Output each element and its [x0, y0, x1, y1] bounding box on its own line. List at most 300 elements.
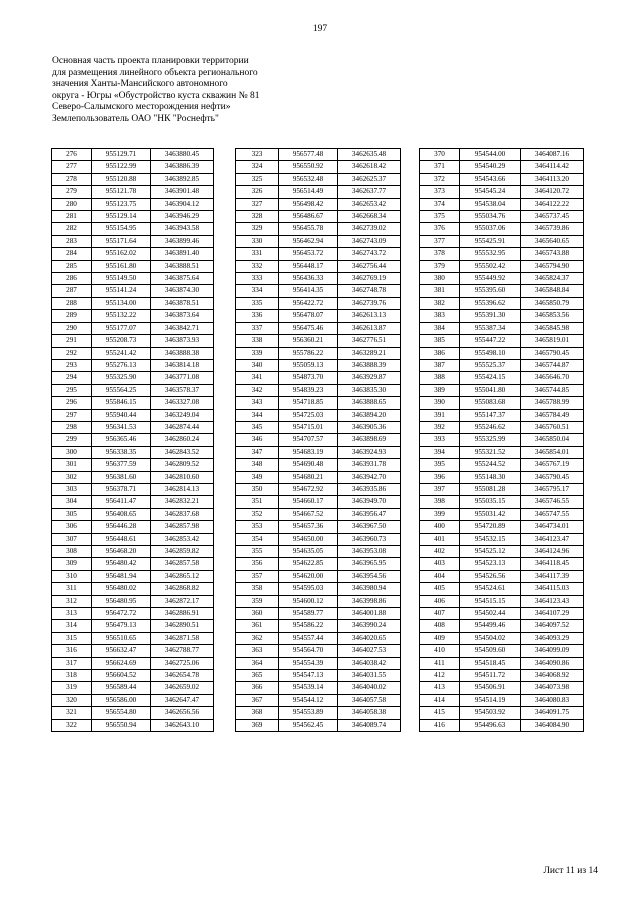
x-coordinate-cell: 955241.42 [92, 347, 151, 359]
y-coordinate-cell: 3465746.55 [521, 496, 584, 508]
x-coordinate-cell: 954667.52 [279, 508, 338, 520]
y-coordinate-cell: 3462853.42 [151, 533, 214, 545]
y-coordinate-cell: 3463899.46 [151, 235, 214, 247]
point-number-cell: 326 [236, 186, 279, 198]
y-coordinate-cell: 3465739.86 [521, 223, 584, 235]
y-coordinate-cell: 3465794.90 [521, 260, 584, 272]
point-number-cell: 412 [420, 670, 460, 682]
point-number-cell: 288 [52, 297, 92, 309]
table-row [420, 359, 584, 371]
y-coordinate-cell: 3463771.08 [151, 372, 214, 384]
x-coordinate-cell: 955035.15 [460, 496, 521, 508]
point-number-cell: 305 [52, 508, 92, 520]
x-coordinate-cell: 955141.24 [92, 285, 151, 297]
y-coordinate-cell: 3464124.96 [521, 546, 584, 558]
x-coordinate-cell: 955498.10 [460, 347, 521, 359]
x-coordinate-cell: 956486.67 [279, 211, 338, 223]
table-row [420, 694, 584, 706]
x-coordinate-cell: 956604.52 [92, 670, 151, 682]
point-number-cell: 360 [236, 608, 279, 620]
point-number-cell: 372 [420, 173, 460, 185]
x-coordinate-cell: 954564.70 [279, 645, 338, 657]
point-number-cell: 277 [52, 161, 92, 173]
point-number-cell: 322 [52, 719, 92, 731]
y-coordinate-cell: 3462647.47 [151, 694, 214, 706]
point-number-cell: 382 [420, 297, 460, 309]
x-coordinate-cell: 956448.61 [92, 533, 151, 545]
point-number-cell: 388 [420, 372, 460, 384]
x-coordinate-cell: 954540.29 [460, 161, 521, 173]
table-row [420, 719, 584, 731]
x-coordinate-cell: 956455.78 [279, 223, 338, 235]
x-coordinate-cell: 954557.44 [279, 632, 338, 644]
point-number-cell: 332 [236, 260, 279, 272]
y-coordinate-cell: 3464117.39 [521, 570, 584, 582]
table-row [420, 558, 584, 570]
table-row [52, 459, 214, 471]
x-coordinate-cell: 954620.00 [279, 570, 338, 582]
table-row [236, 359, 401, 371]
x-coordinate-cell: 955120.88 [92, 173, 151, 185]
point-number-cell: 405 [420, 583, 460, 595]
y-coordinate-cell: 3464123.47 [521, 533, 584, 545]
table-row [420, 608, 584, 620]
x-coordinate-cell: 956478.07 [279, 310, 338, 322]
y-coordinate-cell: 3462748.78 [338, 285, 401, 297]
table-row [236, 211, 401, 223]
point-number-cell: 320 [52, 694, 92, 706]
table-row [52, 620, 214, 632]
x-coordinate-cell: 954532.15 [460, 533, 521, 545]
y-coordinate-cell: 3462743.72 [338, 248, 401, 260]
table-row [420, 595, 584, 607]
y-coordinate-cell: 3465795.17 [521, 483, 584, 495]
table-row [420, 682, 584, 694]
x-coordinate-cell: 955786.22 [279, 347, 338, 359]
table-row [236, 335, 401, 347]
table-row [236, 521, 401, 533]
table-row [52, 149, 214, 161]
x-coordinate-cell: 955276.13 [92, 359, 151, 371]
y-coordinate-cell: 3465848.84 [521, 285, 584, 297]
x-coordinate-cell: 955325.99 [460, 434, 521, 446]
y-coordinate-cell: 3462832.21 [151, 496, 214, 508]
y-coordinate-cell: 3463967.50 [338, 521, 401, 533]
header-line: Основная часть проекта планировки территории [52, 56, 249, 66]
x-coordinate-cell: 955171.64 [92, 235, 151, 247]
coordinate-table-1 [51, 148, 214, 732]
header-line: Северо-Салымского месторождения нефти» [52, 102, 231, 113]
y-coordinate-cell: 3462656.56 [151, 707, 214, 719]
table-row [420, 285, 584, 297]
y-coordinate-cell: 3465744.85 [521, 384, 584, 396]
x-coordinate-cell: 956632.47 [92, 645, 151, 657]
y-coordinate-cell: 3463949.70 [338, 496, 401, 508]
point-number-cell: 307 [52, 533, 92, 545]
table-row [52, 211, 214, 223]
y-coordinate-cell: 3463904.12 [151, 198, 214, 210]
y-coordinate-cell: 3463888.38 [151, 347, 214, 359]
point-number-cell: 276 [52, 149, 92, 161]
x-coordinate-cell: 954554.39 [279, 657, 338, 669]
y-coordinate-cell: 3462859.82 [151, 546, 214, 558]
x-coordinate-cell: 955396.62 [460, 297, 521, 309]
table-row [236, 620, 401, 632]
x-coordinate-cell: 956550.92 [279, 161, 338, 173]
table-row [420, 471, 584, 483]
table-row [236, 198, 401, 210]
x-coordinate-cell: 954523.13 [460, 558, 521, 570]
table-row [420, 223, 584, 235]
point-number-cell: 286 [52, 273, 92, 285]
y-coordinate-cell: 3462872.17 [151, 595, 214, 607]
x-coordinate-cell: 955177.07 [92, 322, 151, 334]
point-number-cell: 364 [236, 657, 279, 669]
y-coordinate-cell: 3464027.53 [338, 645, 401, 657]
x-coordinate-cell: 955208.73 [92, 335, 151, 347]
point-number-cell: 296 [52, 397, 92, 409]
y-coordinate-cell: 3465784.49 [521, 409, 584, 421]
coordinate-tables [0, 148, 640, 843]
x-coordinate-cell: 954543.66 [460, 173, 521, 185]
y-coordinate-cell: 3463888.51 [151, 260, 214, 272]
y-coordinate-cell: 3462809.52 [151, 459, 214, 471]
table-row [420, 496, 584, 508]
x-coordinate-cell: 956624.69 [92, 657, 151, 669]
point-number-cell: 342 [236, 384, 279, 396]
x-coordinate-cell: 954511.72 [460, 670, 521, 682]
table-row [52, 235, 214, 247]
point-number-cell: 376 [420, 223, 460, 235]
point-number-cell: 345 [236, 421, 279, 433]
table-row [420, 235, 584, 247]
point-number-cell: 350 [236, 483, 279, 495]
y-coordinate-cell: 3462637.77 [338, 186, 401, 198]
header-line: значения Ханты-Мансийского автономного [52, 79, 228, 90]
x-coordinate-cell: 954514.19 [460, 694, 521, 706]
table-row [420, 322, 584, 334]
x-coordinate-cell: 956408.65 [92, 508, 151, 520]
y-coordinate-cell: 3463898.69 [338, 434, 401, 446]
y-coordinate-cell: 3462668.34 [338, 211, 401, 223]
point-number-cell: 317 [52, 657, 92, 669]
table-row [52, 570, 214, 582]
y-coordinate-cell: 3464122.22 [521, 198, 584, 210]
coordinate-table-3 [419, 148, 584, 732]
table-row [236, 384, 401, 396]
table-row [52, 483, 214, 495]
y-coordinate-cell: 3464038.42 [338, 657, 401, 669]
y-coordinate-cell: 3463905.36 [338, 421, 401, 433]
y-coordinate-cell: 3464089.74 [338, 719, 401, 731]
y-coordinate-cell: 3465845.98 [521, 322, 584, 334]
x-coordinate-cell: 954503.92 [460, 707, 521, 719]
table-row [236, 446, 401, 458]
table-row [420, 149, 584, 161]
y-coordinate-cell: 3464040.02 [338, 682, 401, 694]
x-coordinate-cell: 955325.90 [92, 372, 151, 384]
point-number-cell: 330 [236, 235, 279, 247]
x-coordinate-cell: 954707.57 [279, 434, 338, 446]
x-coordinate-cell: 956468.20 [92, 546, 151, 558]
table-row [236, 459, 401, 471]
x-coordinate-cell: 956436.33 [279, 273, 338, 285]
table-row [420, 198, 584, 210]
point-number-cell: 339 [236, 347, 279, 359]
table-row [236, 682, 401, 694]
point-number-cell: 374 [420, 198, 460, 210]
point-number-cell: 413 [420, 682, 460, 694]
point-number-cell: 369 [236, 719, 279, 731]
y-coordinate-cell: 3464093.29 [521, 632, 584, 644]
x-coordinate-cell: 956479.13 [92, 620, 151, 632]
y-coordinate-cell: 3465760.51 [521, 421, 584, 433]
table-row [52, 434, 214, 446]
point-number-cell: 362 [236, 632, 279, 644]
y-coordinate-cell: 3465790.45 [521, 471, 584, 483]
x-coordinate-cell: 955149.50 [92, 273, 151, 285]
table-row [52, 719, 214, 731]
x-coordinate-cell: 955395.60 [460, 285, 521, 297]
y-coordinate-cell: 3462886.91 [151, 608, 214, 620]
y-coordinate-cell: 3463289.21 [338, 347, 401, 359]
y-coordinate-cell: 3464084.90 [521, 719, 584, 731]
table-row [52, 260, 214, 272]
table-row [420, 546, 584, 558]
x-coordinate-cell: 954622.85 [279, 558, 338, 570]
table-row [52, 409, 214, 421]
point-number-cell: 390 [420, 397, 460, 409]
x-coordinate-cell: 956475.46 [279, 322, 338, 334]
y-coordinate-cell: 3463886.39 [151, 161, 214, 173]
point-number-cell: 352 [236, 508, 279, 520]
y-coordinate-cell: 3462613.87 [338, 322, 401, 334]
point-number-cell: 284 [52, 248, 92, 260]
table-row [236, 235, 401, 247]
x-coordinate-cell: 956360.21 [279, 335, 338, 347]
sheet-number: Лист 11 из 14 [543, 866, 598, 876]
point-number-cell: 404 [420, 570, 460, 582]
table-row [420, 570, 584, 582]
x-coordinate-cell: 955940.44 [92, 409, 151, 421]
y-coordinate-cell: 3462625.37 [338, 173, 401, 185]
table-row [52, 446, 214, 458]
x-coordinate-cell: 954502.44 [460, 608, 521, 620]
x-coordinate-cell: 954509.60 [460, 645, 521, 657]
y-coordinate-cell: 3465743.88 [521, 248, 584, 260]
point-number-cell: 402 [420, 546, 460, 558]
table-row [420, 248, 584, 260]
x-coordinate-cell: 954657.36 [279, 521, 338, 533]
point-number-cell: 279 [52, 186, 92, 198]
y-coordinate-cell: 3464091.75 [521, 707, 584, 719]
point-number-cell: 333 [236, 273, 279, 285]
table-row [420, 297, 584, 309]
point-number-cell: 386 [420, 347, 460, 359]
table-row [236, 595, 401, 607]
table-row [420, 372, 584, 384]
point-number-cell: 391 [420, 409, 460, 421]
x-coordinate-cell: 955321.52 [460, 446, 521, 458]
table-row [52, 359, 214, 371]
y-coordinate-cell: 3462810.60 [151, 471, 214, 483]
table-row [236, 322, 401, 334]
y-coordinate-cell: 3463874.30 [151, 285, 214, 297]
table-row [420, 670, 584, 682]
table-row [420, 409, 584, 421]
x-coordinate-cell: 954660.17 [279, 496, 338, 508]
table-row [236, 608, 401, 620]
y-coordinate-cell: 3464099.09 [521, 645, 584, 657]
table-row [52, 223, 214, 235]
table-row [420, 397, 584, 409]
x-coordinate-cell: 956462.94 [279, 235, 338, 247]
x-coordinate-cell: 955037.06 [460, 223, 521, 235]
point-number-cell: 363 [236, 645, 279, 657]
x-coordinate-cell: 956453.72 [279, 248, 338, 260]
x-coordinate-cell: 955134.00 [92, 297, 151, 309]
y-coordinate-cell: 3465788.99 [521, 397, 584, 409]
x-coordinate-cell: 954586.22 [279, 620, 338, 632]
x-coordinate-cell: 956446.28 [92, 521, 151, 533]
x-coordinate-cell: 955041.80 [460, 384, 521, 396]
table-row [236, 397, 401, 409]
y-coordinate-cell: 3464031.55 [338, 670, 401, 682]
y-coordinate-cell: 3463990.24 [338, 620, 401, 632]
point-number-cell: 334 [236, 285, 279, 297]
y-coordinate-cell: 3465640.65 [521, 235, 584, 247]
table-row [52, 682, 214, 694]
y-coordinate-cell: 3463878.51 [151, 297, 214, 309]
table-row [52, 310, 214, 322]
table-row [236, 310, 401, 322]
point-number-cell: 393 [420, 434, 460, 446]
x-coordinate-cell: 956481.94 [92, 570, 151, 582]
point-number-cell: 291 [52, 335, 92, 347]
table-row [52, 471, 214, 483]
y-coordinate-cell: 3464113.20 [521, 173, 584, 185]
y-coordinate-cell: 3463998.86 [338, 595, 401, 607]
x-coordinate-cell: 954690.48 [279, 459, 338, 471]
y-coordinate-cell: 3463891.40 [151, 248, 214, 260]
table-row [236, 223, 401, 235]
point-number-cell: 318 [52, 670, 92, 682]
y-coordinate-cell: 3465744.87 [521, 359, 584, 371]
x-coordinate-cell: 954547.13 [279, 670, 338, 682]
point-number-cell: 281 [52, 211, 92, 223]
point-number-cell: 355 [236, 546, 279, 558]
x-coordinate-cell: 956480.95 [92, 595, 151, 607]
point-number-cell: 371 [420, 161, 460, 173]
y-coordinate-cell: 3463929.87 [338, 372, 401, 384]
x-coordinate-cell: 956378.71 [92, 483, 151, 495]
x-coordinate-cell: 955059.13 [279, 359, 338, 371]
point-number-cell: 354 [236, 533, 279, 545]
x-coordinate-cell: 955122.99 [92, 161, 151, 173]
y-coordinate-cell: 3462643.10 [151, 719, 214, 731]
x-coordinate-cell: 955425.91 [460, 235, 521, 247]
point-number-cell: 301 [52, 459, 92, 471]
y-coordinate-cell: 3465767.19 [521, 459, 584, 471]
point-number-cell: 290 [52, 322, 92, 334]
point-number-cell: 329 [236, 223, 279, 235]
point-number-cell: 335 [236, 297, 279, 309]
x-coordinate-cell: 955387.34 [460, 322, 521, 334]
table-row [52, 397, 214, 409]
y-coordinate-cell: 3464115.03 [521, 583, 584, 595]
x-coordinate-cell: 954504.02 [460, 632, 521, 644]
x-coordinate-cell: 956589.44 [92, 682, 151, 694]
point-number-cell: 298 [52, 421, 92, 433]
table-row [420, 260, 584, 272]
point-number-cell: 328 [236, 211, 279, 223]
point-number-cell: 380 [420, 273, 460, 285]
point-number-cell: 331 [236, 248, 279, 260]
point-number-cell: 311 [52, 583, 92, 595]
x-coordinate-cell: 954683.19 [279, 446, 338, 458]
y-coordinate-cell: 3463814.18 [151, 359, 214, 371]
x-coordinate-cell: 956510.65 [92, 632, 151, 644]
table-row [52, 645, 214, 657]
point-number-cell: 395 [420, 459, 460, 471]
x-coordinate-cell: 954544.00 [460, 149, 521, 161]
point-number-cell: 316 [52, 645, 92, 657]
y-coordinate-cell: 3462890.51 [151, 620, 214, 632]
y-coordinate-cell: 3462739.02 [338, 223, 401, 235]
point-number-cell: 414 [420, 694, 460, 706]
point-number-cell: 373 [420, 186, 460, 198]
table-row [236, 161, 401, 173]
coordinate-table-2 [235, 148, 401, 732]
x-coordinate-cell: 956338.35 [92, 446, 151, 458]
table-row [420, 508, 584, 520]
document-header [52, 56, 260, 126]
point-number-cell: 347 [236, 446, 279, 458]
y-coordinate-cell: 3464090.86 [521, 657, 584, 669]
point-number-cell: 319 [52, 682, 92, 694]
point-number-cell: 394 [420, 446, 460, 458]
point-number-cell: 361 [236, 620, 279, 632]
x-coordinate-cell: 956414.35 [279, 285, 338, 297]
x-coordinate-cell: 956422.72 [279, 297, 338, 309]
y-coordinate-cell: 3463943.58 [151, 223, 214, 235]
table-row [236, 546, 401, 558]
table-row [236, 248, 401, 260]
table-row [420, 186, 584, 198]
table-row [420, 483, 584, 495]
y-coordinate-cell: 3463953.08 [338, 546, 401, 558]
table-row [52, 521, 214, 533]
point-number-cell: 408 [420, 620, 460, 632]
y-coordinate-cell: 3465646.70 [521, 372, 584, 384]
x-coordinate-cell: 955121.78 [92, 186, 151, 198]
table-row [236, 409, 401, 421]
y-coordinate-cell: 3463924.93 [338, 446, 401, 458]
table-row [236, 347, 401, 359]
x-coordinate-cell: 956554.80 [92, 707, 151, 719]
y-coordinate-cell: 3464120.72 [521, 186, 584, 198]
point-number-cell: 351 [236, 496, 279, 508]
point-number-cell: 282 [52, 223, 92, 235]
x-coordinate-cell: 954650.00 [279, 533, 338, 545]
point-number-cell: 340 [236, 359, 279, 371]
x-coordinate-cell: 954518.45 [460, 657, 521, 669]
table-row [420, 521, 584, 533]
table-row [52, 322, 214, 334]
point-number-cell: 292 [52, 347, 92, 359]
x-coordinate-cell: 955449.92 [460, 273, 521, 285]
x-coordinate-cell: 955502.42 [460, 260, 521, 272]
